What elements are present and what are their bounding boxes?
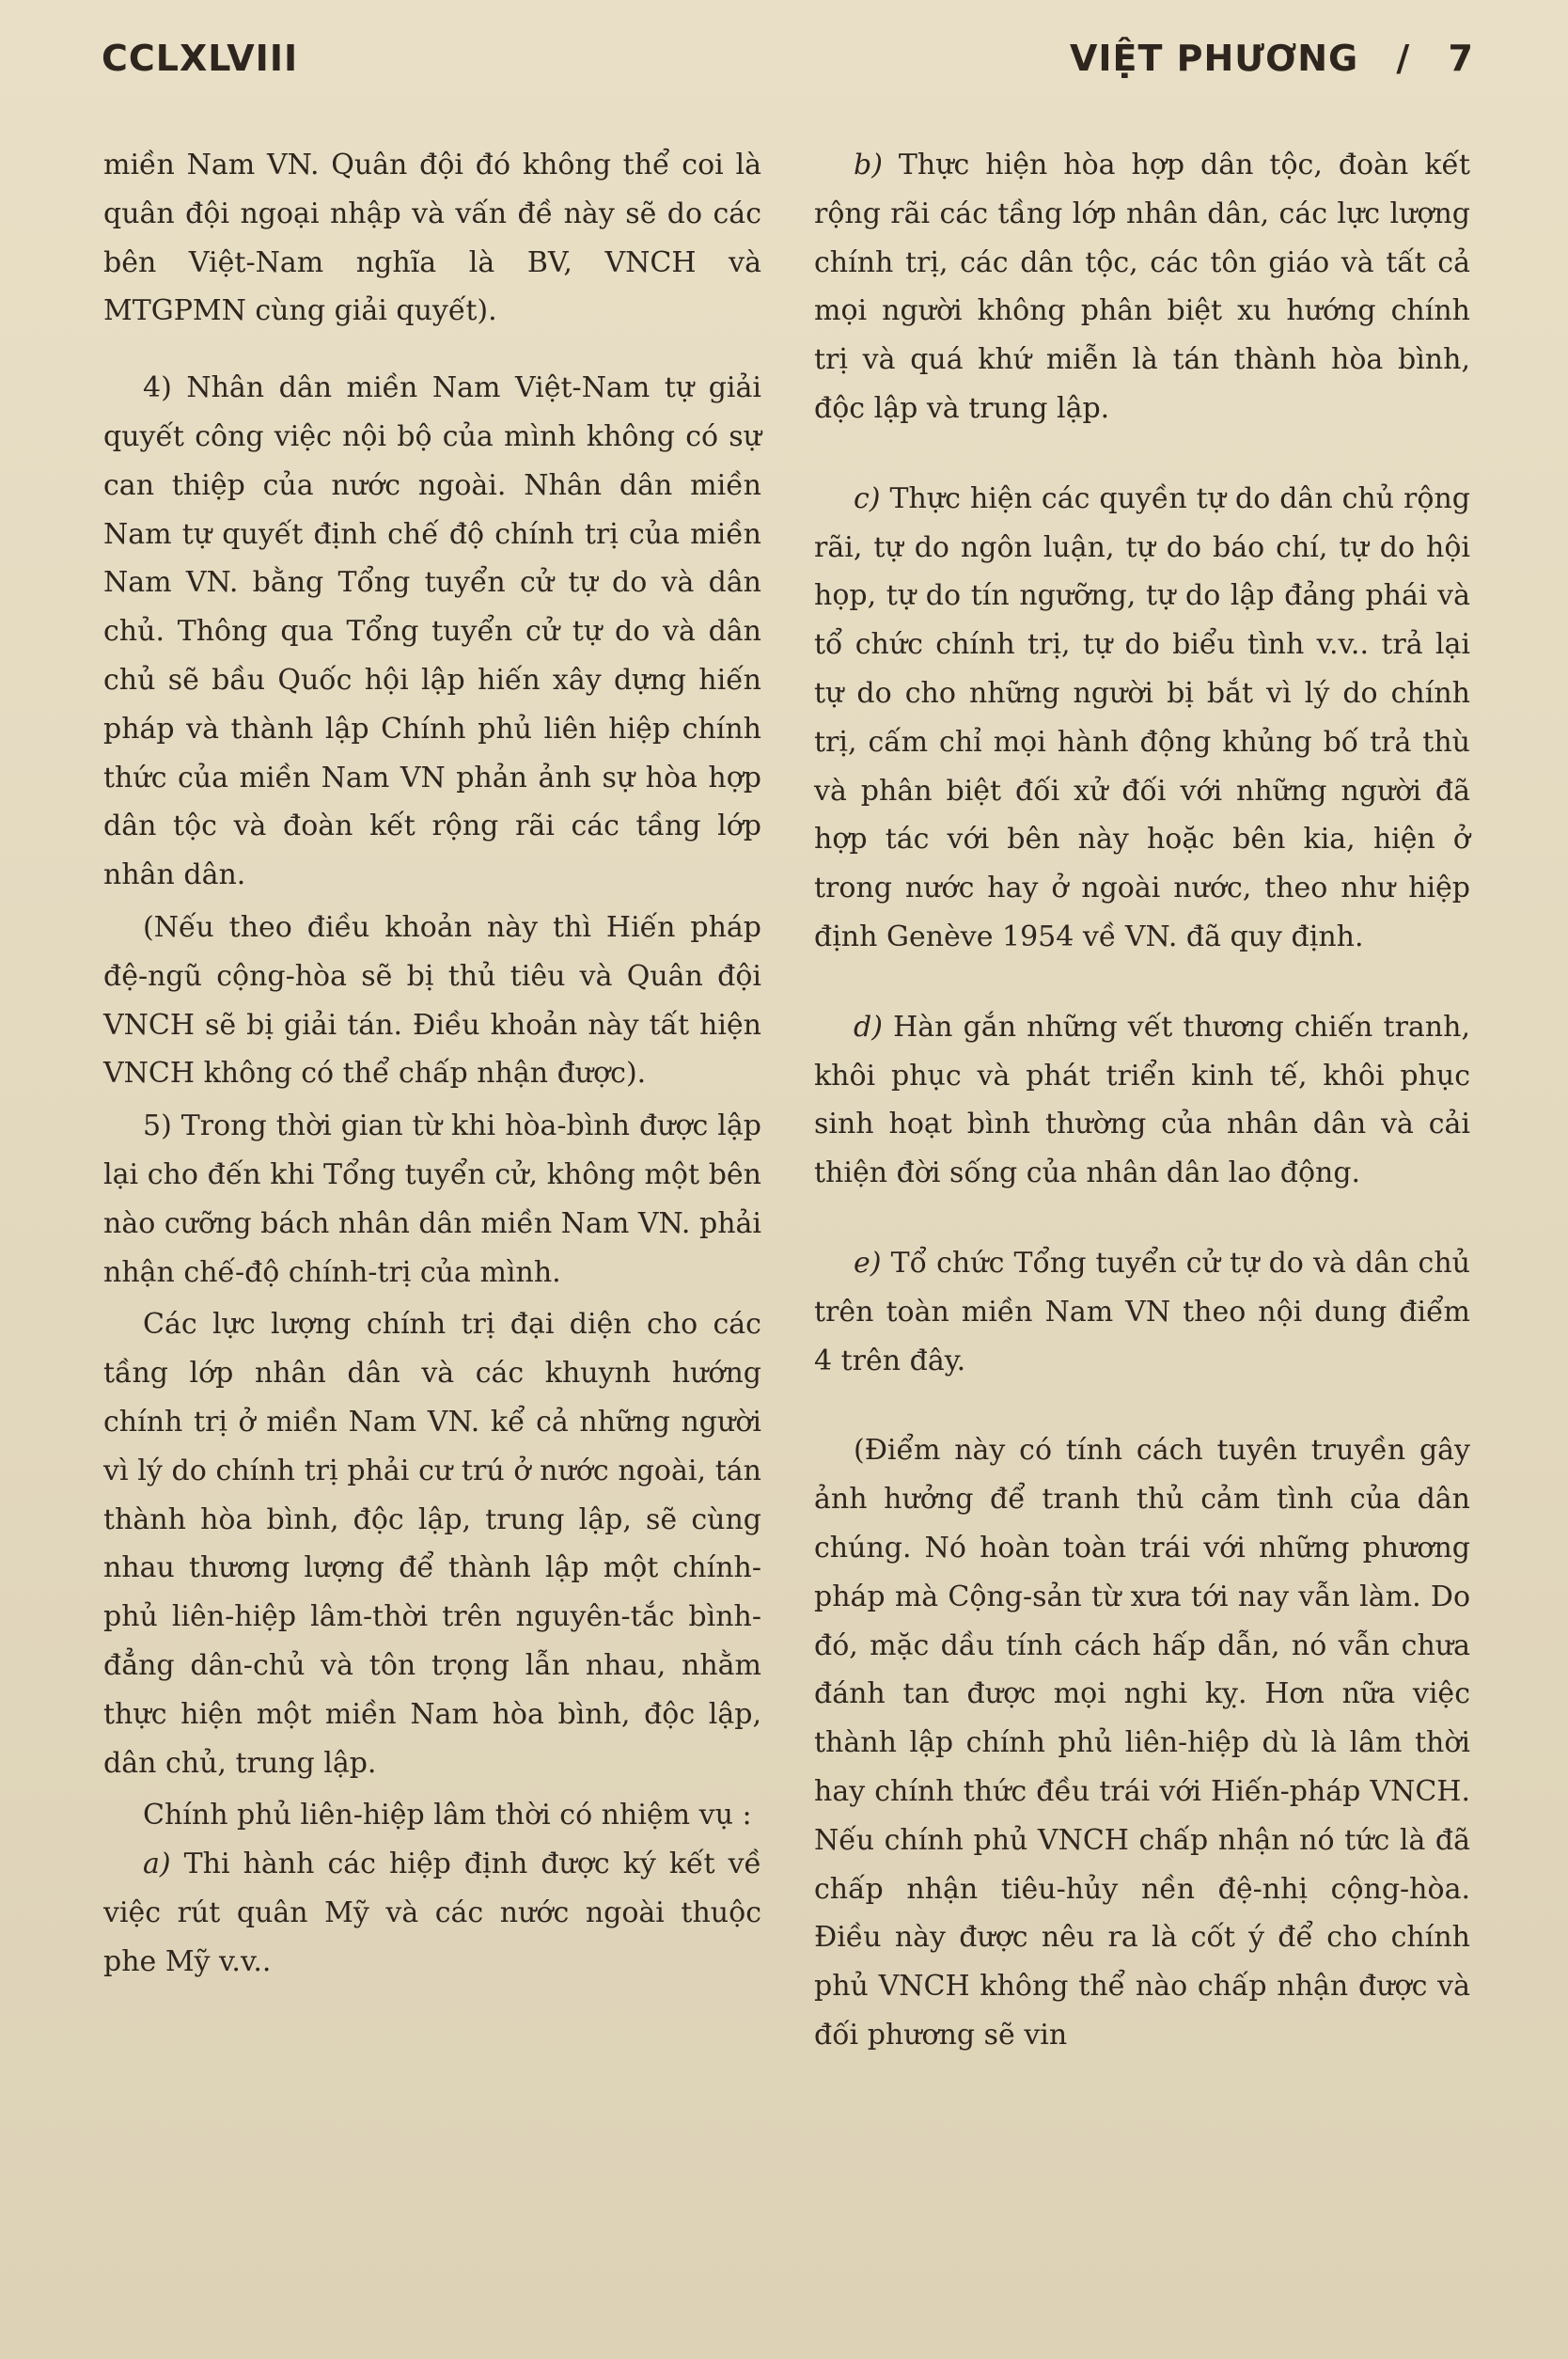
paragraph-commentary: (Điểm này có tính cách tuyên truyền gây ảnh hưởng để tranh thủ cảm tình của dân chúng. Nó hoàn toàn trái với những phương pháp mà Cộng-sản từ xưa tới nay vẫn làm. Do đó, mặc dầu tính cách hấp dẫn, nó vẫn chưa đánh tan được mọi nghi kỵ. Hơn nữa việc thành lập chính phủ liên-hiệp dù là lâm thời hay chính thức đều trái với Hiến-pháp VNCH. Nếu chính phủ VNCH chấp nhận nó tức là đã chấp nhận tiêu-hủy nền đệ-nhị cộng-hòa. Điều này được nêu ra là cốt ý để cho chính phủ VNCH không thể nào chấp nhận được và đối phương sẽ vin	[814, 1434, 1470, 2052]
item-b-text: Thực hiện hòa hợp dân tộc, đoàn kết rộng rãi các tầng lớp nhân dân, các lực lượng chính trị, các dân tộc, các tôn giáo và tất cả mọi người không phân biệt xu hướng chính trị và quá khứ miễn là tán thành hòa bình, độc lập và trung lập.	[814, 149, 1470, 425]
item-e-label: e)	[854, 1246, 882, 1280]
item-a-label: a)	[143, 1848, 171, 1881]
paragraph-item-b	[814, 141, 1470, 433]
paragraph-item-e	[814, 1239, 1470, 1385]
author-name: VIỆT PHƯƠNG	[1069, 38, 1359, 79]
paragraph-government-duties: Chính phủ liên-hiệp lâm thời có nhiệm vụ :	[143, 1799, 752, 1832]
header-separator: /	[1396, 38, 1411, 79]
paragraph-point-4: 4) Nhân dân miền Nam Việt-Nam tự giải quyết công việc nội bộ của mình không có sự can thiệp của nước ngoài. Nhân dân miền Nam tự quyết định chế độ chính trị của miền Nam VN. bằng Tổng tuyển cử tự do và dân chủ. Thông qua Tổng tuyển cử tự do và dân chủ sẽ bầu Quốc hội lập hiến xây dựng hiến pháp và thành lập Chính phủ liên hiệp chính thức của miền Nam VN phản ảnh sự hòa hợp dân tộc và đoàn kết rộng rãi các tầng lớp nhân dân.	[103, 371, 761, 892]
page-number: 7	[1448, 38, 1474, 79]
running-head	[1045, 38, 1474, 79]
paragraph-commentary-4: (Nếu theo điều khoản này thì Hiến pháp đệ-ngũ cộng-hòa sẽ bị thủ tiêu và Quân đội VNCH sẽ bị giải tán. Điều khoản này tất hiện VNCH không có thể chấp nhận được).	[103, 910, 761, 1091]
item-b-label: b)	[854, 149, 883, 181]
paragraph-item-a	[103, 1840, 761, 1986]
paragraph-item-d	[814, 1003, 1470, 1198]
left-column	[103, 141, 761, 1986]
item-a-text: Thi hành các hiệp định được ký kết về việc rút quân Mỹ và các nước ngoài thuộc phe Mỹ v.v..	[103, 1848, 761, 1978]
paragraph-political-forces: Các lực lượng chính trị đại diện cho các tầng lớp nhân dân và các khuynh hướng chính trị ở miền Nam VN. kể cả những người vì lý do chính trị phải cư trú ở nước ngoài, tán thành hòa bình, độc lập, trung lập, sẽ cùng nhau thương lượng để thành lập một chính-phủ liên-hiệp lâm-thời trên nguyên-tắc bình-đẳng dân-chủ và tôn trọng lẫn nhau, nhằm thực hiện một miền Nam hòa bình, độc lập, dân chủ, trung lập.	[103, 1308, 761, 1780]
item-d-label: d)	[854, 1010, 883, 1044]
page-header	[102, 34, 1474, 90]
right-column	[814, 141, 1470, 2060]
paragraph-point-5: 5) Trong thời gian từ khi hòa-bình được lập lại cho đến khi Tổng tuyển cử, không một bên nào cưỡng bách nhân dân miền Nam VN. phải nhận chế-độ chính-trị của mình.	[103, 1109, 761, 1289]
item-c-label: c)	[854, 481, 881, 515]
chapter-number: CCLXLVIII	[102, 38, 299, 79]
paragraph-item-c	[814, 475, 1470, 962]
paragraph-continuation: miền Nam VN. Quân đội đó không thể coi là quân đội ngoại nhập và vấn đề này sẽ do các bên Việt-Nam nghĩa là BV, VNCH và MTGPMN cùng giải quyết).	[103, 149, 761, 328]
item-c-text: Thực hiện các quyền tự do dân chủ rộng rãi, tự do ngôn luận, tự do báo chí, tự do hội họp, tự do tín ngưỡng, tự do lập đảng phái và tổ chức chính trị, tự do biểu tình v.v.. trả lại tự do cho những người bị bắt vì lý do chính trị, cấm chỉ mọi hành động khủng bố trả thù và phân biệt đối xử đối với những người đã hợp tác với bên này hoặc bên kia, hiện ở trong nước hay ở ngoài nước, theo như hiệp định Genève 1954 về VN. đã quy định.	[814, 481, 1470, 953]
item-e-text: Tổ chức Tổng tuyển cử tự do và dân chủ trên toàn miền Nam VN theo nội dung điểm 4 trên đây.	[814, 1246, 1470, 1377]
item-d-text: Hàn gắn những vết thương chiến tranh, khôi phục và phát triển kinh tế, khôi phục sinh hoạt bình thường của nhân dân và cải thiện đời sống của nhân dân lao động.	[814, 1010, 1470, 1190]
